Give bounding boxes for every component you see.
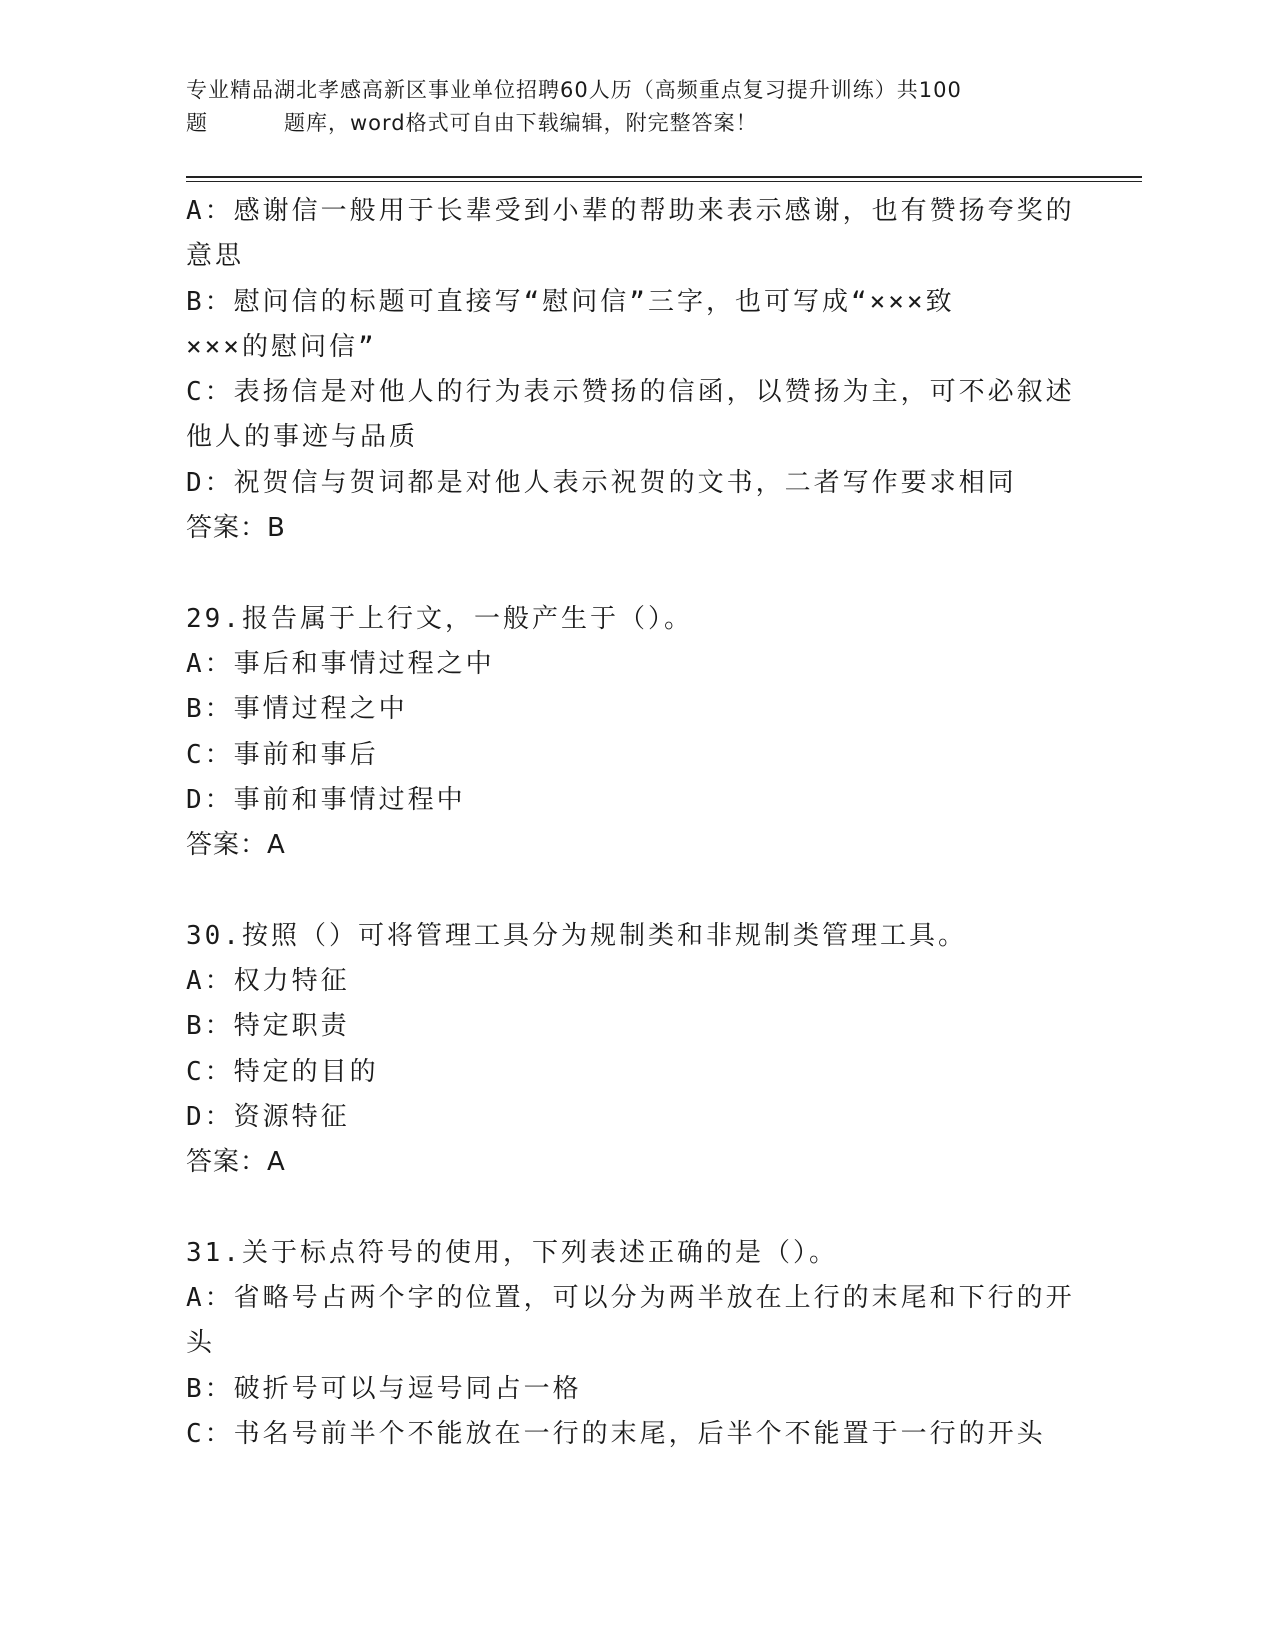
option-a-line-2: 意思: [186, 241, 245, 272]
answer-line: 答案：A: [186, 830, 286, 861]
option-b: B：破折号可以与逗号同占一格: [186, 1373, 582, 1404]
option-b-line-1: B：慰问信的标题可直接写“慰问信”三字，也可写成“×××致: [186, 286, 955, 317]
option-c: C：特定的目的: [186, 1056, 379, 1087]
answer-line: 答案：A: [186, 1147, 286, 1178]
option-c-line-1: C：表扬信是对他人的行为表示赞扬的信函，以赞扬为主，可不必叙述: [186, 377, 1075, 408]
option-a-line-2: 头: [186, 1328, 216, 1359]
answer-line: 答案：B: [186, 513, 286, 544]
header-title-line-2: [186, 107, 1086, 140]
option-d: D：事前和事情过程中: [186, 784, 466, 815]
question-block: [186, 914, 1086, 1186]
option-b-line-2: ×××的慰问信”: [186, 331, 377, 362]
question-stem: 31.关于标点符号的使用，下列表述正确的是（）。: [186, 1237, 838, 1268]
option-a-line-1: A：省略号占两个字的位置，可以分为两半放在上行的末尾和下行的开: [186, 1283, 1075, 1314]
option-d: D：资源特征: [186, 1101, 350, 1132]
question-block: [186, 1231, 1086, 1457]
header-title-line-2-right: 题库，word格式可自由下载编辑，附完整答案！: [284, 111, 758, 135]
option-c: C：事前和事后: [186, 739, 379, 770]
option-a-line-1: A：感谢信一般用于长辈受到小辈的帮助来表示感谢，也有赞扬夸奖的: [186, 196, 1075, 226]
option-d-line-1: D：祝贺信与贺词都是对他人表示祝贺的文书，二者写作要求相同: [186, 467, 1017, 498]
option-b: B：事情过程之中: [186, 694, 408, 725]
option-c-line-2: 他人的事迹与品质: [186, 422, 419, 453]
option-a: A：权力特征: [186, 966, 350, 997]
option-b: B：特定职责: [186, 1011, 350, 1042]
option-a: A：事后和事情过程之中: [186, 648, 495, 679]
question-block: [186, 597, 1086, 869]
spacer: [186, 1186, 1086, 1231]
page-header: [186, 74, 1086, 140]
spacer: [186, 551, 1086, 596]
option-c: C：书名号前半个不能放在一行的末尾，后半个不能置于一行的开头: [186, 1419, 1046, 1450]
header-rule-thick: [186, 176, 1142, 178]
question-stem: 29.报告属于上行文，一般产生于（）。: [186, 603, 693, 634]
header-title-line-2-left: 题: [186, 111, 208, 135]
header-title-line-1: 专业精品湖北孝感高新区事业单位招聘60人历（高频重点复习提升训练）共100: [186, 78, 962, 102]
header-gap: [208, 107, 284, 140]
header-rule-thin: [186, 181, 1142, 182]
question-list: [186, 189, 1086, 1457]
question-block: [186, 189, 1086, 551]
question-stem: 30.按照（）可将管理工具分为规制类和非规制类管理工具。: [186, 920, 967, 951]
spacer: [186, 868, 1086, 913]
